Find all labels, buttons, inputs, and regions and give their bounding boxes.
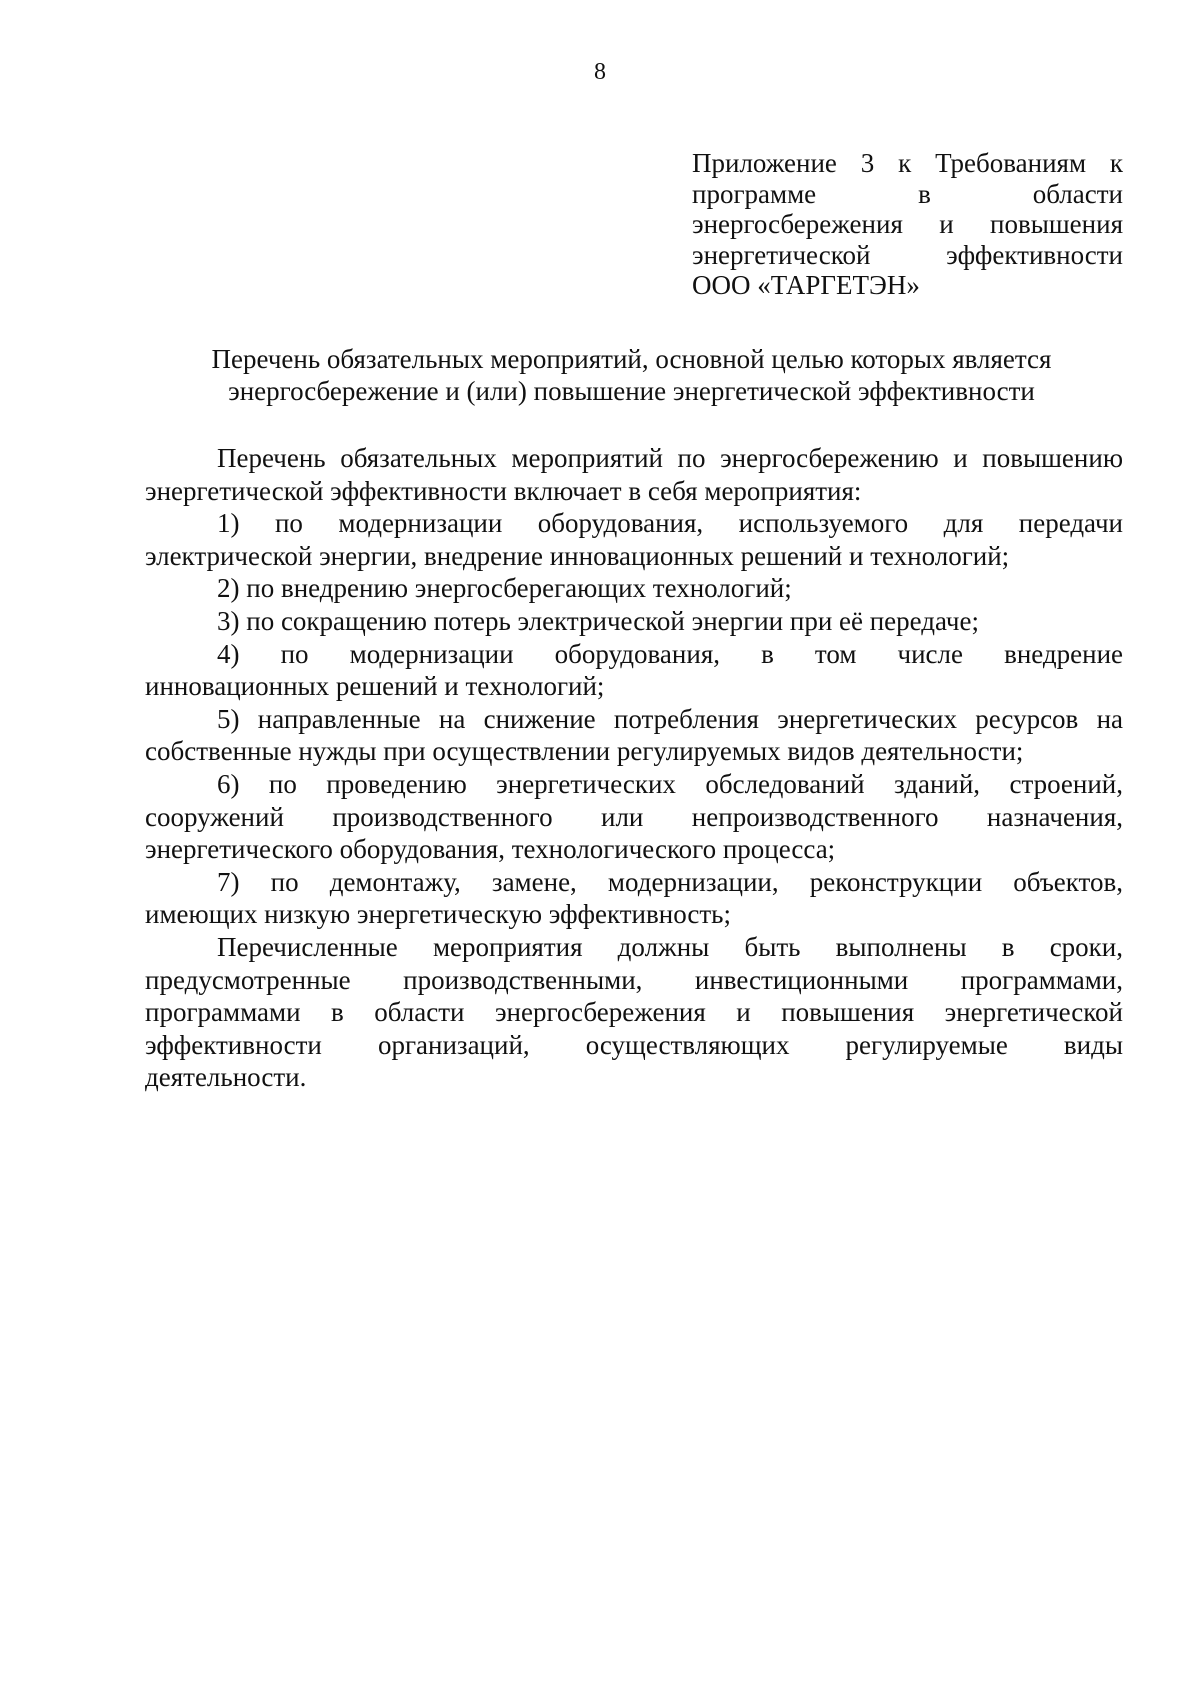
paragraph-line: электрической энергии, внедрение инновационных решений и технологий; bbox=[145, 540, 1010, 571]
paragraph-line: инновационных решений и технологий; bbox=[145, 671, 605, 702]
paragraph-line: 1) по модернизации оборудования, используемого для передачи bbox=[217, 508, 1123, 539]
paragraph-line: эффективности организаций, осуществляющих регулируемые виды bbox=[145, 1029, 1123, 1060]
body-paragraph bbox=[145, 866, 1123, 931]
title-line: энергосбережение и (или) повышение энергетической эффективности bbox=[228, 376, 1035, 406]
paragraph-line: энергетической эффективности включает в себя мероприятия: bbox=[145, 475, 862, 506]
appendix-line: программе в области bbox=[692, 178, 1123, 209]
document-title bbox=[140, 343, 1123, 407]
document-body bbox=[145, 442, 1123, 1094]
paragraph-line: Перечень обязательных мероприятий по энергосбережению и повышению bbox=[217, 443, 1123, 473]
body-paragraph bbox=[145, 931, 1123, 1094]
paragraph-line: 2) по внедрению энергосберегающих технологий; bbox=[217, 573, 792, 604]
page-number: 8 bbox=[594, 59, 606, 85]
title-line: Перечень обязательных мероприятий, основной целью которых является bbox=[211, 344, 1052, 374]
body-paragraph bbox=[145, 442, 1123, 507]
paragraph-line: 5) направленные на снижение потребления энергетических ресурсов на bbox=[217, 703, 1123, 734]
body-paragraph bbox=[145, 638, 1123, 703]
paragraph-line: Перечисленные мероприятия должны быть выполнены в сроки, bbox=[217, 931, 1123, 962]
appendix-line: Приложение 3 к Требованиям к bbox=[692, 148, 1123, 178]
paragraph-line: деятельности. bbox=[145, 1062, 307, 1093]
paragraph-line: предусмотренные производственными, инвестиционными программами, bbox=[145, 964, 1123, 995]
paragraph-line: собственные нужды при осуществлении регулируемых видов деятельности; bbox=[145, 736, 1024, 767]
body-paragraph bbox=[145, 507, 1123, 572]
paragraph-line: 6) по проведению энергетических обследований зданий, строений, bbox=[217, 768, 1123, 799]
body-paragraph bbox=[145, 703, 1123, 768]
body-paragraph bbox=[145, 572, 1123, 605]
body-paragraph bbox=[145, 605, 1123, 638]
paragraph-line: 4) по модернизации оборудования, в том числе внедрение bbox=[217, 638, 1123, 669]
appendix-line: энергетической эффективности bbox=[692, 239, 1123, 270]
paragraph-line: энергетического оборудования, технологического процесса; bbox=[145, 834, 836, 865]
appendix-line: энергосбережения и повышения bbox=[692, 209, 1123, 239]
appendix-header bbox=[692, 148, 1123, 301]
paragraph-line: программами в области энергосбережения и повышения энергетической bbox=[145, 997, 1123, 1028]
paragraph-line: 7) по демонтажу, замене, модернизации, реконструкции объектов, bbox=[217, 866, 1123, 897]
appendix-line: ООО «ТАРГЕТЭН» bbox=[692, 270, 920, 300]
paragraph-line: сооружений производственного или непроизводственного назначения, bbox=[145, 801, 1123, 832]
paragraph-line: 3) по сокращению потерь электрической энергии при её передаче; bbox=[217, 605, 979, 636]
paragraph-line: имеющих низкую энергетическую эффективность; bbox=[145, 899, 731, 930]
body-paragraph bbox=[145, 768, 1123, 866]
